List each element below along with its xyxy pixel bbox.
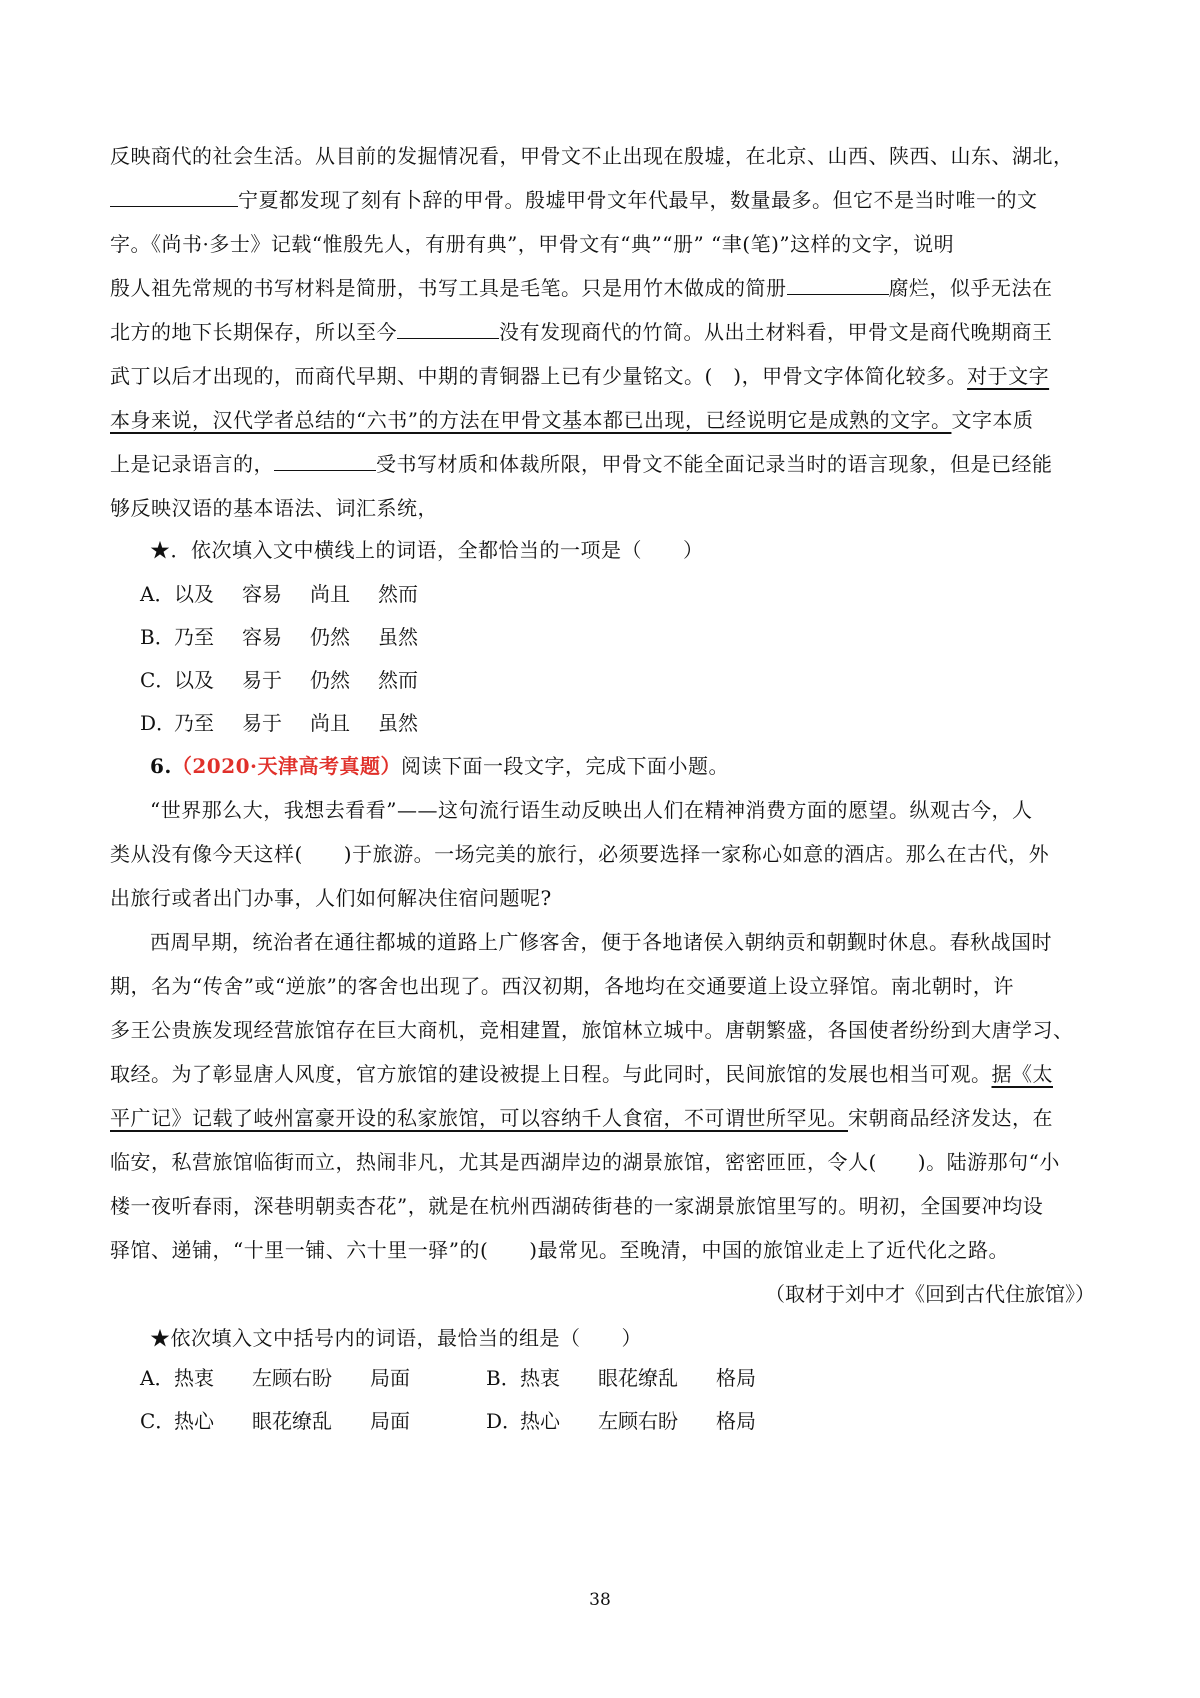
question6-option-d[interactable]: D． — [486, 1409, 523, 1433]
question5-option-a[interactable]: A． — [140, 582, 175, 606]
option-word: 仍然 — [310, 668, 350, 692]
option-word: 格局 — [716, 1366, 756, 1390]
question6-option-c[interactable]: C． — [140, 1409, 176, 1433]
q6-para1-line-1: “世界那么大，我想去看看”——这句流行语生动反映出人们在精神消费方面的愿望。纵观古今，人 — [150, 798, 1033, 822]
option-word: 虽然 — [378, 711, 418, 735]
passage1-line-5: 北方的地下长期保存，所以至今 没有发现商代的竹简。从出土材料看，甲骨文是商代晚期商王 — [110, 316, 1095, 348]
option-word: 左顾右盼 — [252, 1366, 332, 1390]
question5-option-b[interactable]: B． — [140, 625, 175, 649]
option-word: 眼花缭乱 — [252, 1409, 332, 1433]
option-word: 眼花缭乱 — [598, 1366, 678, 1390]
question-instruction: 阅读下面一段文字，完成下面小题。 — [401, 754, 730, 778]
option-word: 热心 — [174, 1409, 214, 1433]
question5-prompt: ★．依次填入文中横线上的词语，全都恰当的一项是（ ） — [150, 538, 704, 562]
underlined-sentence-2: 据《太 — [991, 1062, 1053, 1086]
passage1-line-9: 够反映汉语的基本语法、词汇系统， — [110, 496, 438, 520]
passage1-line-1: 反映商代的社会生活。从目前的发掘情况看，甲骨文不止出现在殷墟，在北京、山西、陕西、山东、湖北， — [110, 144, 1074, 168]
passage1-line-4: 殷人祖先常规的书写材料是简册，书写工具是毛笔。只是用竹木做成的简册 腐烂，似乎无法在 — [110, 272, 1095, 304]
question6-prompt: ★依次填入文中括号内的词语，最恰当的组是（ ） — [150, 1326, 642, 1350]
option-word: 尚且 — [310, 582, 350, 606]
option-word: 格局 — [716, 1409, 756, 1433]
option-word: 乃至 — [174, 711, 214, 735]
underlined-sentence-2-cont: 平广记》记载了岐州富豪开设的私家旅馆，可以容纳千人食宿，不可谓世所罕见。 — [110, 1106, 848, 1130]
q6-para1-line-2: 类从没有像今天这样( )于旅游。一场完美的旅行，必须要选择一家称心如意的酒店。那么在古代，外 — [110, 842, 1050, 866]
question6-option-b[interactable]: B． — [486, 1366, 521, 1390]
q6-para2-line-1: 西周早期，统治者在通往都城的道路上广修客舍，便于各地诸侯入朝纳贡和朝觐时休息。春秋战国时 — [150, 930, 1052, 954]
option-word: 以及 — [174, 582, 214, 606]
question-number: 6. — [150, 754, 172, 778]
q6-para2-line-6: 临安，私营旅馆临街而立，热闹非凡，尤其是西湖岸边的湖景旅馆，密密匝匝，令人( )。陆游那句“小 — [110, 1150, 1060, 1174]
option-word: 易于 — [242, 711, 282, 735]
q6-para2-line-7: 楼一夜听春雨，深巷明朝卖杏花”，就是在杭州西湖砖街巷的一家湖景旅馆里写的。明初，全国要冲均设 — [110, 1194, 1044, 1218]
fill-blank-2 — [787, 272, 889, 295]
passage1-line-6: 武丁以后才出现的，而商代早期、中期的青铜器上已有少量铭文。( )，甲骨文字体简化较多。对于文字 — [110, 364, 1050, 388]
passage1-line-2: 宁夏都发现了刻有卜辞的甲骨。殷墟甲骨文年代最早，数量最多。但它不是当时唯一的文 — [110, 184, 1095, 216]
underlined-sentence-1: 对于文字 — [967, 364, 1050, 388]
question5-option-c[interactable]: C． — [140, 668, 176, 692]
citation: （取材于刘中才《回到古代住旅馆》） — [765, 1282, 1095, 1306]
option-word: 以及 — [174, 668, 214, 692]
fill-blank-3 — [397, 316, 499, 339]
option-word: 然而 — [378, 668, 418, 692]
q6-para1-line-3: 出旅行或者出门办事，人们如何解决住宿问题呢? — [110, 886, 552, 910]
option-word: 左顾右盼 — [598, 1409, 678, 1433]
q6-para2-line-3: 多王公贵族发现经营旅馆存在巨大商机，竞相建置，旅馆林立城中。唐朝繁盛，各国使者纷纷到大唐学习、 — [110, 1018, 1074, 1042]
option-word: 热衷 — [520, 1366, 560, 1390]
option-word: 容易 — [242, 582, 282, 606]
passage1-line-7: 本身来说，汉代学者总结的“六书”的方法在甲骨文基本都已出现，已经说明它是成熟的文字。文字本质 — [110, 408, 1034, 432]
option-word: 尚且 — [310, 711, 350, 735]
q6-para2-line-2: 期，名为“传舍”或“逆旅”的客舍也出现了。西汉初期，各地均在交通要道上设立驿馆。南北朝时，许 — [110, 974, 1014, 998]
option-word: 仍然 — [310, 625, 350, 649]
option-word: 热心 — [520, 1409, 560, 1433]
fill-blank-4 — [274, 448, 376, 471]
page-number: 38 — [589, 1590, 611, 1610]
q6-para2-line-8: 驿馆、递铺，“十里一铺、六十里一驿”的( )最常见。至晚清，中国的旅馆业走上了近代化之路。 — [110, 1238, 1010, 1262]
question-source: （2020·天津高考真题） — [171, 754, 402, 778]
underlined-sentence-1-cont: 本身来说，汉代学者总结的“六书”的方法在甲骨文基本都已出现，已经说明它是成熟的文字。 — [110, 408, 952, 432]
option-word: 热衷 — [174, 1366, 214, 1390]
question6-option-a[interactable]: A． — [140, 1366, 175, 1390]
fill-blank-1 — [110, 184, 238, 207]
question6-header — [150, 750, 1095, 782]
q6-para2-line-4: 取经。为了彰显唐人风度，官方旅馆的建设被提上日程。与此同时，民间旅馆的发展也相当可观。据《太 — [110, 1062, 1053, 1086]
option-word: 容易 — [242, 625, 282, 649]
passage1-line-8: 上是记录语言的， 受书写材质和体裁所限，甲骨文不能全面记录当时的语言现象，但是已经能 — [110, 448, 1095, 480]
option-word: 虽然 — [378, 625, 418, 649]
question5-option-d[interactable]: D． — [140, 711, 177, 735]
option-word: 易于 — [242, 668, 282, 692]
option-word: 局面 — [370, 1409, 410, 1433]
q6-para2-line-5: 平广记》记载了岐州富豪开设的私家旅馆，可以容纳千人食宿，不可谓世所罕见。宋朝商品经济发达，在 — [110, 1106, 1053, 1130]
option-word: 然而 — [378, 582, 418, 606]
option-word: 乃至 — [174, 625, 214, 649]
option-word: 局面 — [370, 1366, 410, 1390]
passage1-line-3: 字。《尚书·多士》记载“惟殷先人，有册有典”，甲骨文有“典”“册” “聿(笔)”这样的文字，说明 — [110, 232, 955, 256]
